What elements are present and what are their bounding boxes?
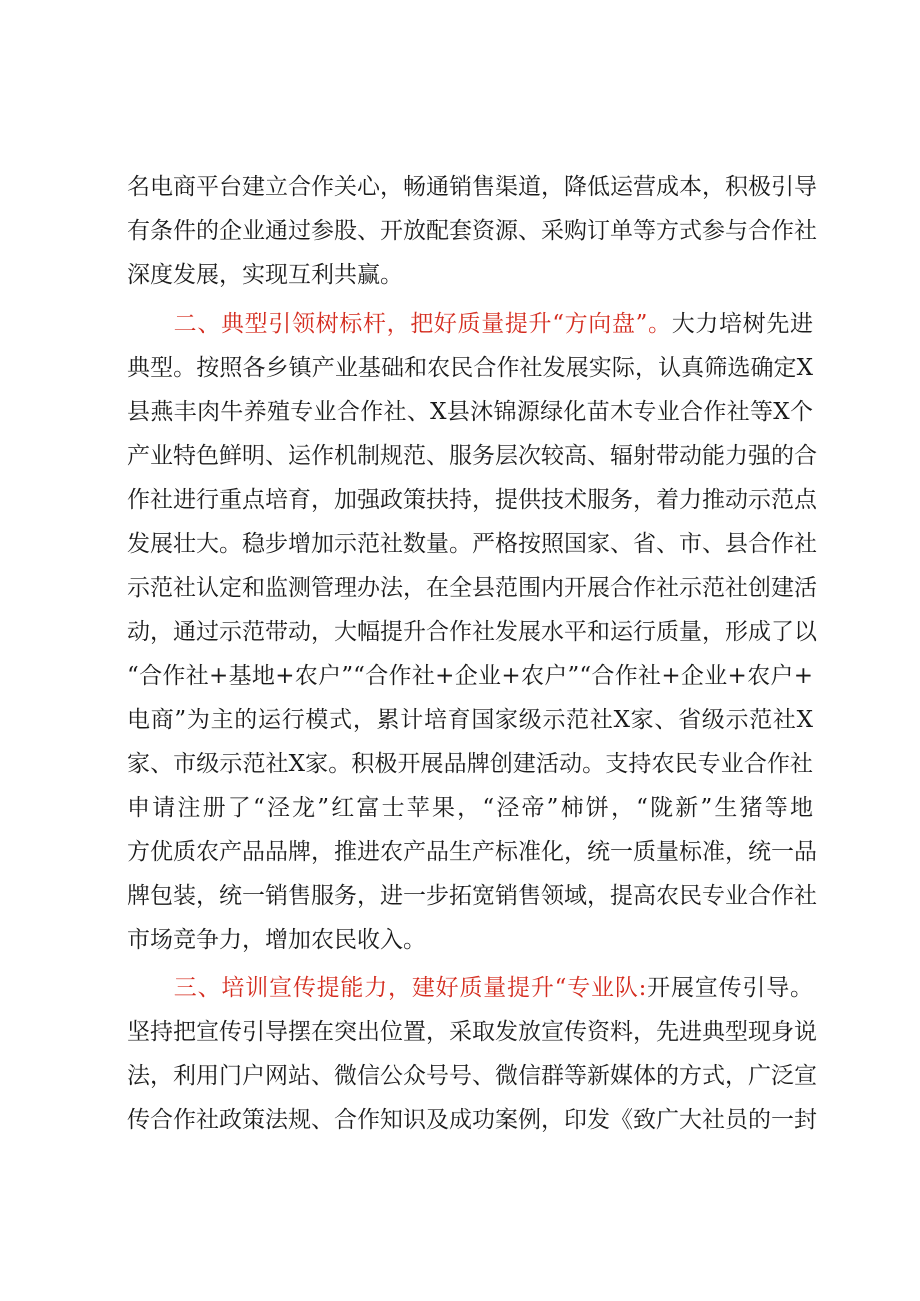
paragraph-line-12: 电商”为主的运行模式，累计培育国家级示范社X家、省级示范社X: [127, 707, 813, 733]
paragraph-line-3: 深度发展，实现互利共赢。: [127, 262, 403, 288]
paragraph-line-17: 市场竞争力，增加农民收入。: [127, 927, 426, 953]
paragraph-line-18: 坚持把宣传引导摆在突出位置，采取发放宣传资料，先进典型现身说: [127, 1019, 817, 1045]
paragraph-line-6: 产业特色鲜明、运作机制规范、服务层次较高、辐射带动能力强的合: [127, 443, 817, 469]
paragraph-line-8: 发展壮大。稳步增加示范社数量。严格按照国家、省、市、县合作社: [127, 531, 817, 557]
section-2-heading: 二、典型引领树标杆，把好质量提升“方向盘”。: [173, 311, 672, 337]
section-3-heading: 三、培训宣传提能力，建好质量提升“专业队:: [173, 975, 647, 1001]
section-3-first-line: [127, 971, 813, 1005]
paragraph-line-4: 典型。按照各乡镇产业基础和农民合作社发展实际，认真筛选确定X: [127, 355, 813, 381]
paragraph-line-14: 申请注册了“泾龙”红富士苹果，“泾帝”柿饼，“陇新”生猪等地: [127, 795, 813, 821]
paragraph-line-19: 法，利用门户网站、微信公众号号、微信群等新媒体的方式，广泛宣: [127, 1063, 817, 1089]
paragraph-line-16: 牌包装，统一销售服务，进一步拓宽销售领域，提高农民专业合作社: [127, 883, 817, 909]
paragraph-line-15: 方优质农产品品牌，推进农产品生产标准化，统一质量标准，统一品: [127, 839, 817, 865]
paragraph-line-13: 家、市级示范社X家。积极开展品牌创建活动。支持农民专业合作社: [127, 751, 813, 777]
section-2-lead-text: 大力培树先进: [671, 311, 813, 337]
paragraph-line-10: 动，通过示范带动，大幅提升合作社发展水平和运行质量，形成了以: [127, 619, 817, 645]
section-3-lead-text: 开展宣传引导。: [646, 975, 813, 1001]
paragraph-line-9: 示范社认定和监测管理办法，在全县范围内开展合作社示范社创建活: [127, 575, 817, 601]
paragraph-line-20: 传合作社政策法规、合作知识及成功案例，印发《致广大社员的一封: [127, 1107, 817, 1133]
section-2-first-line: [127, 307, 813, 341]
paragraph-line-5: 县燕丰肉牛养殖专业合作社、X县沐锦源绿化苗木专业合作社等X个: [127, 399, 813, 425]
paragraph-line-2: 有条件的企业通过参股、开放配套资源、采购订单等方式参与合作社: [127, 218, 817, 244]
paragraph-line-11: “合作社+基地+农户”“合作社+企业+农户”“合作社+企业+农户+: [127, 663, 813, 689]
paragraph-line-7: 作社进行重点培育，加强政策扶持，提供技术服务，着力推动示范点: [127, 487, 817, 513]
paragraph-line-1: 名电商平台建立合作关心，畅通销售渠道，降低运营成本，积极引导: [127, 174, 817, 200]
